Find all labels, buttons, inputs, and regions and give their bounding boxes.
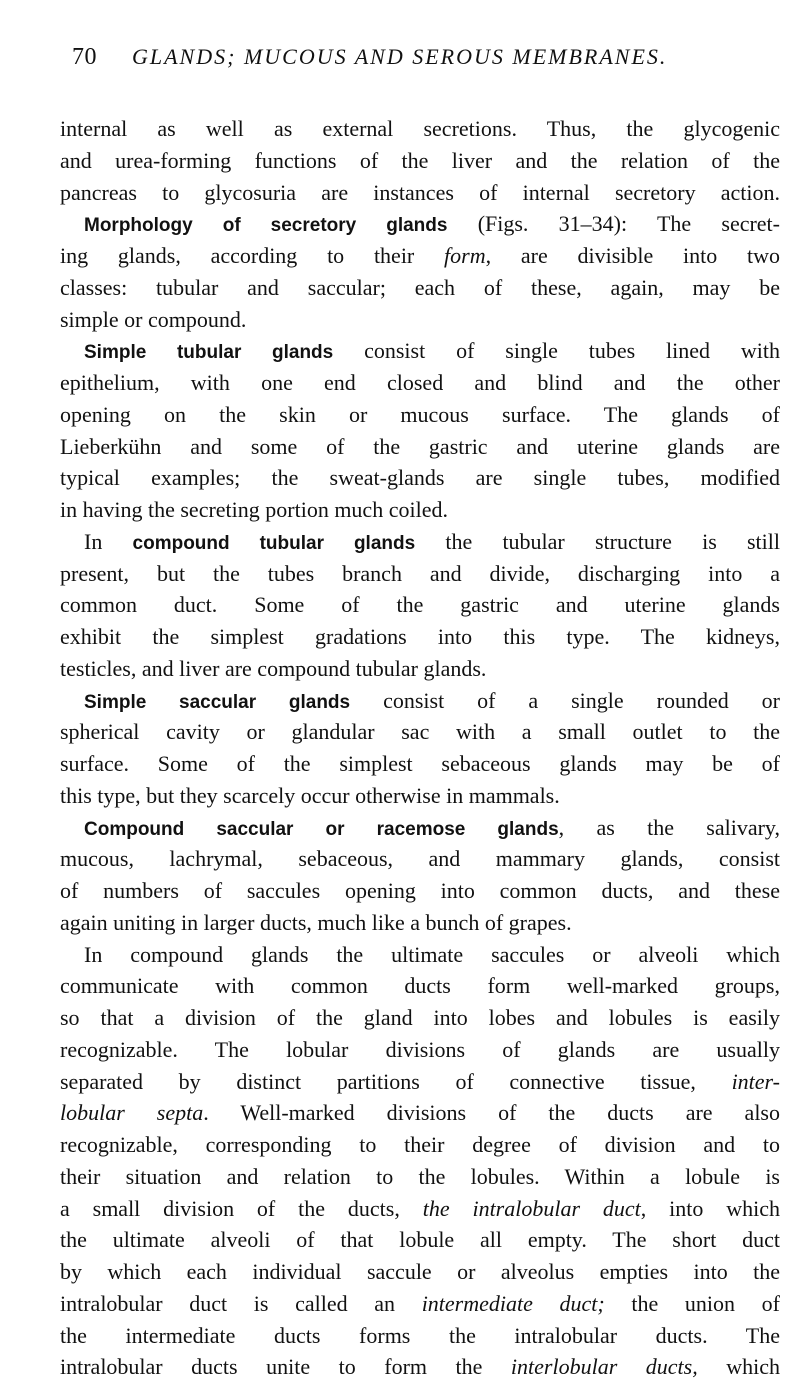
running-head: GLANDS; MUCOUS AND SEROUS MEMBRANES.: [132, 44, 668, 69]
text-span: ing glands, according to their: [60, 243, 445, 268]
italic-term: intermediate duct;: [421, 1290, 605, 1316]
text-span: the ultimate alveoli of that lobule all empty. The short duct: [60, 1227, 780, 1253]
text-line: [60, 621, 780, 653]
text-line: [60, 113, 780, 145]
text-span: and urea-forming functions of the liver and the relation of the: [60, 147, 780, 173]
bold-term: Compound saccular or racemose glands: [84, 818, 559, 840]
italic-term: interlobular ducts,: [510, 1354, 698, 1380]
bold-term: Simple tubular glands: [84, 342, 334, 364]
text-line: [60, 208, 780, 240]
text-line: [60, 558, 780, 590]
text-span: by which each individual saccule or alveolus empties into the: [60, 1259, 780, 1284]
text-line: [60, 367, 780, 399]
text-span: In compound glands the ultimate saccules or alveoli which: [84, 941, 780, 967]
text-span: epithelium, with one end closed and blind and the other: [60, 370, 780, 395]
text-span: recognizable. The lobular divisions of glands are usually: [60, 1036, 780, 1062]
italic-term: the intralobular duct: [422, 1195, 641, 1221]
text-span: . Well-marked divisions of the ducts are also: [203, 1100, 780, 1126]
text-line: [60, 399, 780, 431]
text-span: the intermediate ducts forms the intralobular ducts. The: [60, 1322, 780, 1348]
text-span: intralobular ducts unite to form the: [60, 1354, 511, 1380]
text-line: [60, 1256, 780, 1288]
text-span: consist of a single rounded or: [350, 687, 780, 713]
bold-term: Simple saccular glands: [84, 691, 351, 713]
text-line: [60, 1097, 780, 1129]
text-span: classes: tubular and saccular; each of these, again, may be: [60, 274, 780, 300]
text-line: [60, 431, 780, 463]
text-span: opening on the skin or mucous surface. The glands of: [60, 401, 780, 427]
text-line: [60, 177, 780, 209]
text-span: , as the salivary,: [558, 814, 780, 840]
text-span: which: [697, 1354, 781, 1380]
text-span: communicate with common ducts form well-marked groups,: [60, 973, 780, 999]
text-line: [60, 1129, 780, 1161]
text-line: [60, 875, 780, 907]
text-span: common duct. Some of the gastric and uterine glands: [60, 592, 780, 618]
text-span: recognizable, corresponding to their degree of division and to: [60, 1132, 780, 1157]
text-span: exhibit the simplest gradations into this type. The kidneys,: [60, 624, 780, 649]
text-span: surface. Some of the simplest sebaceous glands may be of: [60, 751, 780, 776]
page-header: [72, 44, 772, 84]
text-line: [60, 304, 780, 336]
italic-term: inter-: [731, 1068, 780, 1094]
page-number: 70: [72, 44, 97, 70]
text-span: the tubular structure is still: [415, 528, 780, 554]
text-span: typical examples; the sweat-glands are single tubes, modified: [60, 465, 780, 491]
text-span: mucous, lachrymal, sebaceous, and mammary glands, consist: [60, 846, 780, 872]
text-line: [60, 939, 780, 971]
text-line: [60, 907, 780, 939]
text-line: [60, 1320, 780, 1352]
text-span: so that a division of the gland into lobes and lobules is easily: [60, 1005, 780, 1030]
text-span: of numbers of saccules opening into common ducts, and these: [60, 878, 780, 903]
text-span: spherical cavity or glandular sac with a small outlet to the: [60, 719, 780, 745]
bold-term: Morphology of secretory glands: [84, 215, 448, 237]
text-line: [60, 970, 780, 1002]
text-span: pancreas to glycosuria are instances of internal secretory action.: [60, 179, 780, 205]
text-line: [60, 1224, 780, 1256]
body-text: [60, 113, 780, 1383]
text-line: [60, 653, 780, 685]
text-line: [60, 748, 780, 780]
text-line: [60, 685, 780, 717]
text-span: a small division of the ducts,: [60, 1195, 423, 1221]
text-line: [60, 272, 780, 304]
text-line: [60, 1288, 780, 1320]
text-span: this type, but they scarcely occur otherwise in mammals.: [60, 782, 560, 808]
text-span: their situation and relation to the lobules. Within a lobule is: [60, 1163, 780, 1189]
text-span: In: [84, 528, 133, 554]
text-line: [60, 526, 780, 558]
text-line: [60, 1161, 780, 1193]
text-span: the union of: [604, 1290, 780, 1316]
text-span: again uniting in larger ducts, much like a bunch of grapes.: [60, 909, 572, 935]
text-line: [60, 716, 780, 748]
text-span: (Figs. 31–34): The secret-: [447, 211, 780, 237]
text-line: [60, 240, 780, 272]
text-line: [60, 494, 780, 526]
italic-term: lobular septa: [60, 1100, 204, 1126]
text-span: consist of single tubes lined with: [333, 338, 780, 364]
text-span: Lieberkühn and some of the gastric and uterine glands are: [60, 433, 780, 459]
text-line: [60, 589, 780, 621]
text-span: testicles, and liver are compound tubular glands.: [60, 655, 487, 681]
text-span: in having the secreting portion much coiled.: [60, 497, 448, 522]
bold-term: compound tubular glands: [132, 532, 416, 554]
text-line: [60, 812, 780, 844]
text-span: present, but the tubes branch and divide, discharging into a: [60, 560, 780, 586]
text-line: [60, 1351, 780, 1383]
text-line: [60, 335, 780, 367]
text-line: [60, 1034, 780, 1066]
text-span: separated by distinct partitions of connective tissue,: [60, 1068, 732, 1094]
text-line: [60, 843, 780, 875]
text-span: simple or compound.: [60, 306, 247, 332]
text-span: , into which: [640, 1195, 781, 1221]
text-line: [60, 145, 780, 177]
text-line: [60, 462, 780, 494]
text-span: internal as well as external secretions. Thus, the glycogenic: [60, 116, 780, 141]
text-span: , are divisible into two: [485, 243, 780, 268]
text-line: [60, 1002, 780, 1034]
text-line: [60, 780, 780, 812]
italic-term: form: [444, 243, 486, 268]
text-span: intralobular duct is called an: [60, 1290, 422, 1316]
text-line: [60, 1193, 780, 1225]
text-line: [60, 1066, 780, 1098]
